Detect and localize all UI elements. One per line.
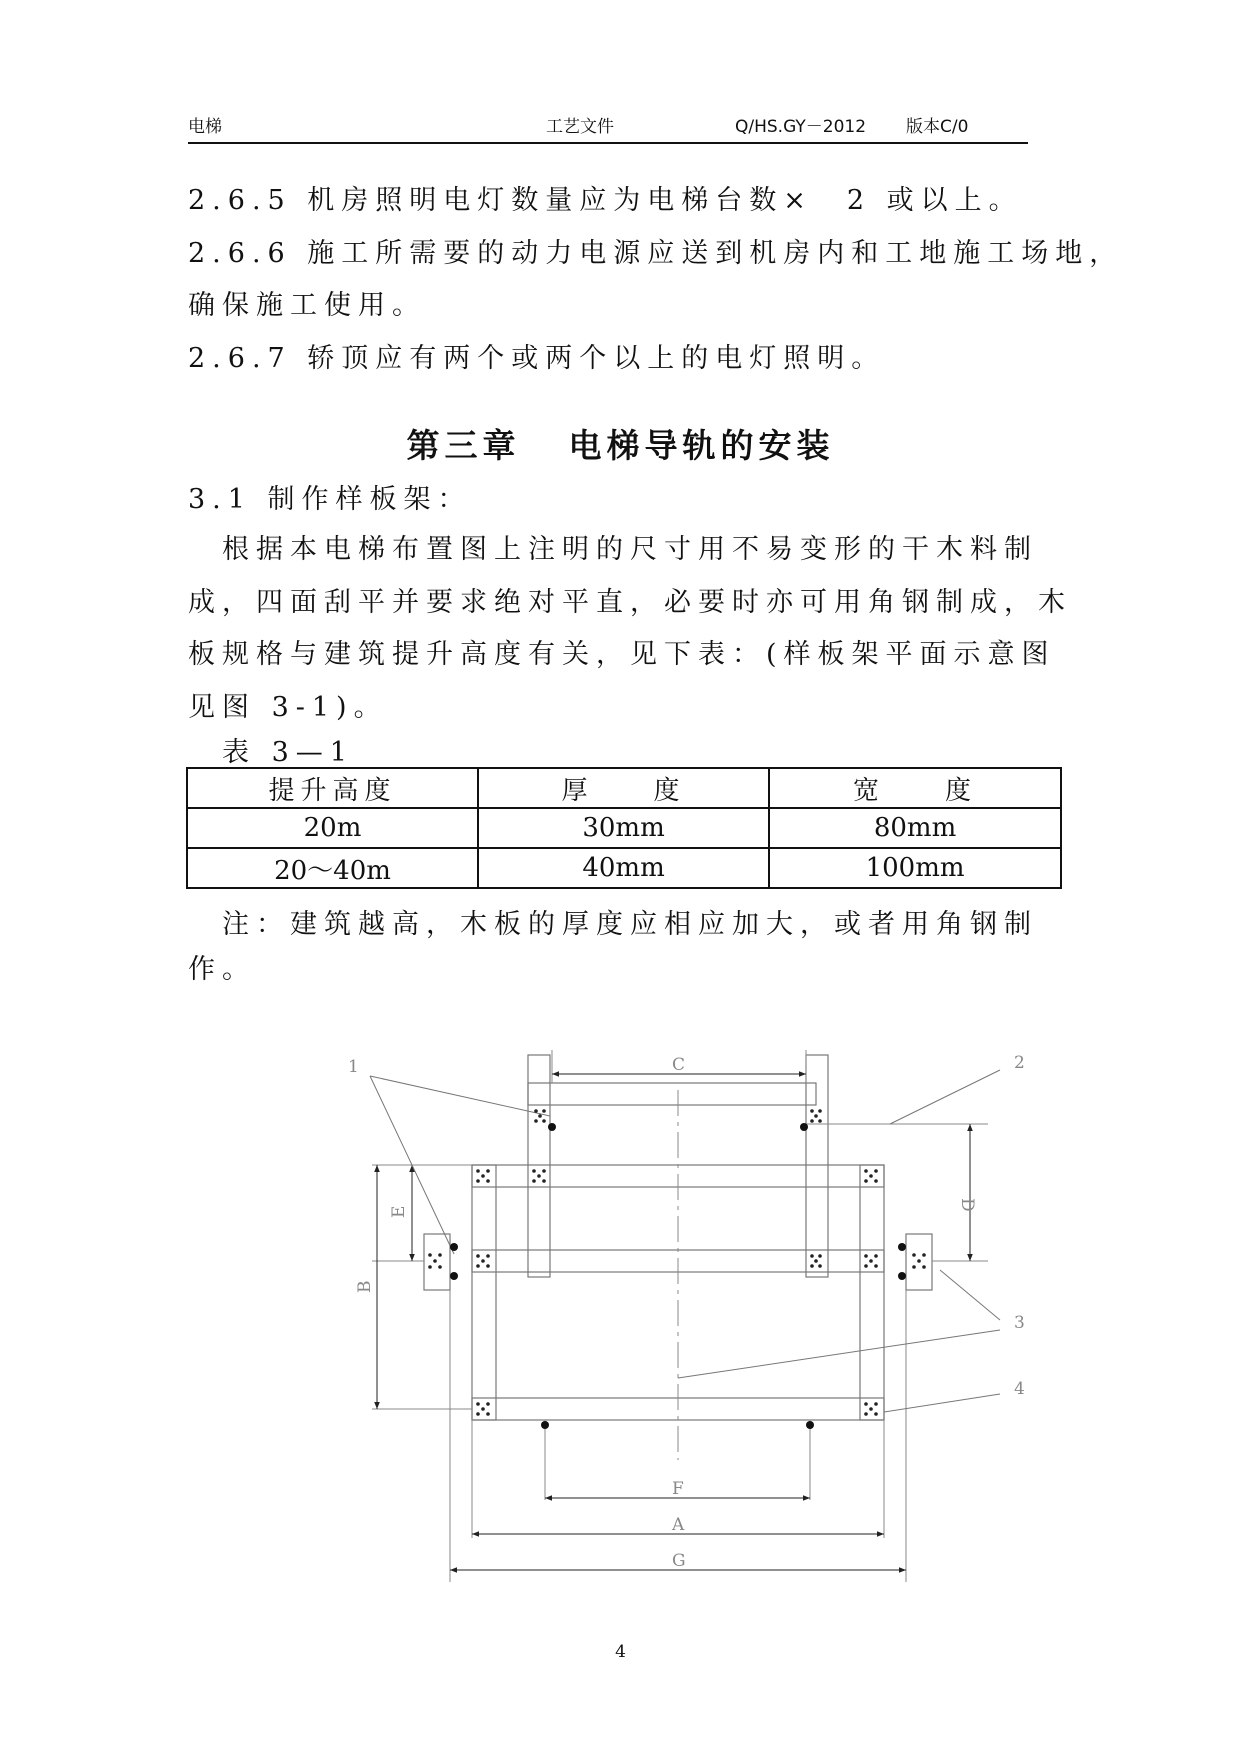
paragraph-line-1: 根据本电梯布置图上注明的尺寸用不易变形的干木料制 [188, 534, 1038, 565]
body-line-1: 2.6.5 机房照明电灯数量应为电梯台数× 2 或以上。 [188, 185, 1023, 216]
paragraph-line-3: 板规格与建筑提升高度有关，见下表：(样板架平面示意图 [188, 639, 1056, 670]
table-header-char: 度 [945, 775, 978, 806]
dim-label-e: E [389, 1205, 409, 1218]
table-cell: 80mm [769, 808, 1061, 848]
callout-4: 4 [1014, 1379, 1025, 1399]
table-header-cell: 提升高度 [187, 768, 478, 808]
note-line-2: 作。 [188, 954, 256, 985]
top-crossbeam [528, 1083, 816, 1105]
header-left: 电梯 [188, 117, 222, 137]
frame-right-stile [860, 1165, 884, 1420]
body-line-3: 确保施工使用。 [188, 290, 426, 321]
dim-label-d: D [957, 1198, 977, 1212]
dim-label-b: B [355, 1280, 375, 1293]
dim-label-f: F [672, 1479, 684, 1499]
table-cell: 100mm [769, 848, 1061, 888]
table-cell: 20m [187, 808, 478, 848]
chapter-title: 电梯导轨的安装 [568, 426, 835, 465]
left-rail-block [424, 1234, 450, 1290]
paragraph-line-2: 成，四面刮平并要求绝对平直，必要时亦可用角钢制成，木 [188, 587, 1072, 618]
body-line-4: 2.6.7 轿顶应有两个或两个以上的电灯照明。 [188, 343, 886, 374]
right-guide-post [806, 1055, 828, 1277]
table-header-char: 厚 [561, 775, 594, 806]
note-line-1: 注：建筑越高，木板的厚度应相应加大，或者用角钢制 [222, 909, 1038, 940]
header-code: Q/HS.GY－2012 [735, 117, 867, 137]
table-cell: 40mm [478, 848, 769, 888]
table-cell: 20～40m [187, 848, 478, 888]
dim-label-a: A [672, 1515, 685, 1535]
body-line-2: 2.6.6 施工所需要的动力电源应送到机房内和工地施工场地， [188, 238, 1124, 269]
left-guide-post [528, 1055, 550, 1277]
dim-label-g: G [672, 1551, 686, 1571]
table-cell: 30mm [478, 808, 769, 848]
table-caption: 表 3—1 [222, 737, 354, 768]
frame-left-stile [472, 1165, 496, 1420]
callout-3: 3 [1014, 1313, 1025, 1333]
header-version: 版本C/0 [906, 117, 969, 137]
callout-2: 2 [1014, 1053, 1025, 1073]
header-center: 工艺文件 [546, 117, 614, 137]
table-header-char: 度 [653, 775, 686, 806]
callout-1: 1 [348, 1057, 359, 1077]
table-header-char: 宽 [853, 775, 886, 806]
chapter-number: 第三章 [406, 426, 521, 465]
paragraph-line-4: 见图 3-1)。 [188, 692, 388, 723]
page-number: 4 [615, 1642, 626, 1662]
section-title: 3.1 制作样板架： [188, 484, 472, 515]
dim-label-c: C [672, 1055, 686, 1075]
